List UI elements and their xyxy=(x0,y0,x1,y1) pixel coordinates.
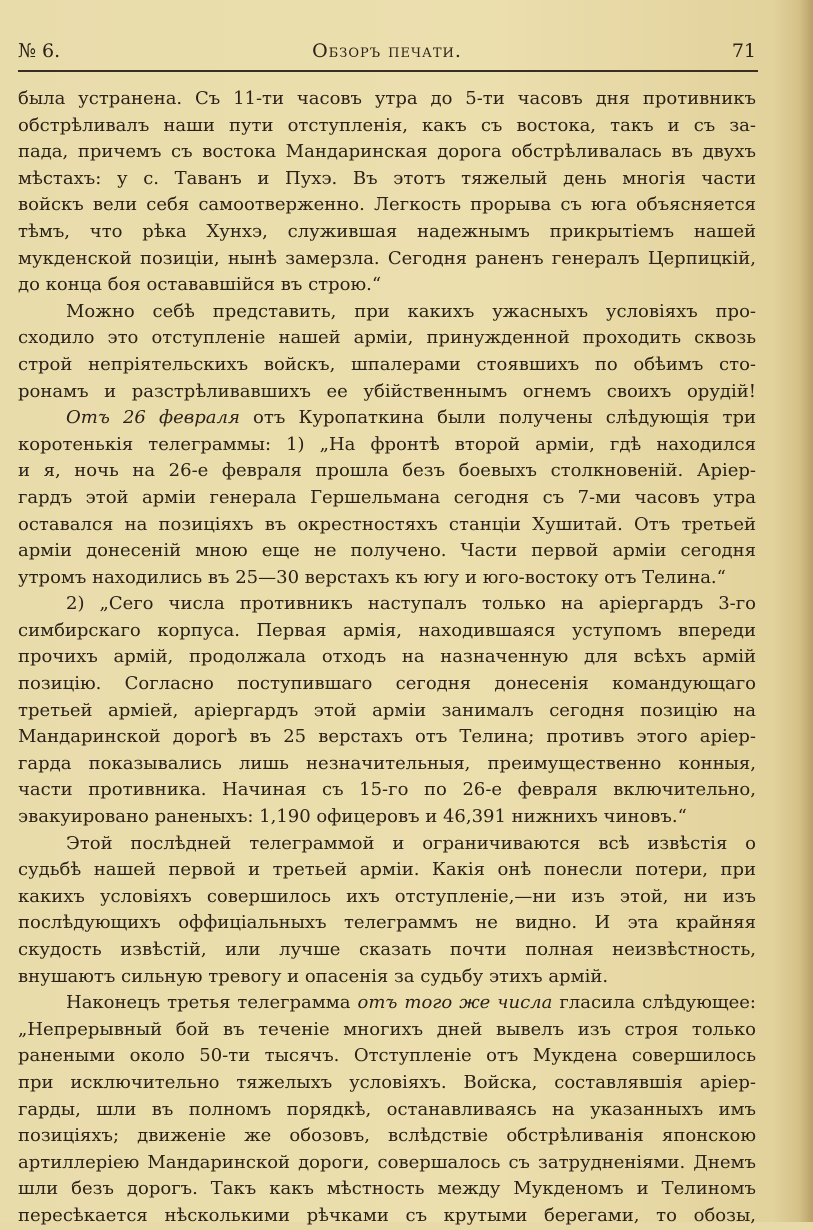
text-line: какихъ условіяхъ совершилось ихъ отступленіе,—ни изъ этой, ни изъ xyxy=(18,885,756,907)
text-line: гарды, шли въ полномъ порядкѣ, останавливаясь на указанныхъ имъ xyxy=(18,1098,756,1120)
header-rule xyxy=(18,70,758,72)
text-line: коротенькія телеграммы: 1) „На фронтѣ второй арміи, гдѣ находился xyxy=(18,433,756,455)
text-line: судьбѣ нашей первой и третьей арміи. Какія онѣ понесли потери, при xyxy=(18,859,756,881)
text-line: позицію. Согласно поступившаго сегодня донесенія командующаго xyxy=(18,673,756,695)
issue-number: № 6. xyxy=(18,40,61,62)
text-line: и я, ночь на 26-е февраля прошла безъ боевыхъ столкновеній. Аріер- xyxy=(18,460,756,482)
text-line: внушаютъ сильную тревогу и опасенія за судьбу этихъ армій. xyxy=(18,965,609,987)
page-edge-shadow xyxy=(799,0,813,1222)
text-line: части противника. Начиная съ 15-го по 26-е февраля включительно, xyxy=(18,779,756,801)
text-line: Этой послѣдней телеграммой и ограничиваются всѣ извѣстія о xyxy=(66,832,756,854)
running-title: Обзоръ печати. xyxy=(312,40,462,62)
text-line: прочихъ армій, продолжала отходъ на назначенную для всѣхъ армій xyxy=(18,646,756,668)
page-header xyxy=(18,40,756,70)
text-line: тѣмъ, что рѣка Хунхэ, служившая надежнымъ прикрытіемъ нашей xyxy=(18,220,756,242)
text-line: симбирскаго корпуса. Первая армія, находившаяся уступомъ впереди xyxy=(18,619,756,641)
italic-phrase: Отъ 26 февраля xyxy=(66,407,240,429)
text-line: арміи донесеній мною еще не получено. Части первой арміи сегодня xyxy=(18,540,756,562)
text-line: артиллеріею Мандаринской дороги, совершалось съ затрудненіями. Днемъ xyxy=(18,1151,756,1173)
text-line: Мандаринской дорогѣ въ 25 верстахъ отъ Телина; противъ этого аріер- xyxy=(18,726,756,748)
text-line: сходило это отступленіе нашей арміи, принужденной проходить сквозь xyxy=(18,327,756,349)
text-line: мѣстахъ: у с. Таванъ и Пухэ. Въ этотъ тяжелый день многія части xyxy=(18,167,756,189)
text-line: 2) „Сего числа противникъ наступалъ только на аріергардъ 3-го xyxy=(66,593,756,615)
text-line: послѣдующихъ оффиціальныхъ телеграммъ не видно. И эта крайняя xyxy=(18,912,756,934)
text-line: „Непрерывный бой въ теченіе многихъ дней вывелъ изъ строя только xyxy=(18,1018,756,1040)
text-line: войскъ вели себя самоотверженно. Легкость прорыва съ юга объясняется xyxy=(18,194,756,216)
text-line: Можно себѣ представить, при какихъ ужасныхъ условіяхъ про- xyxy=(66,300,756,322)
text-line: была устранена. Съ 11-ти часовъ утра до 5-ти часовъ дня противникъ xyxy=(18,88,756,109)
text-line: утромъ находились въ 25—30 верстахъ къ югу и юго-востоку отъ Телина.“ xyxy=(18,566,726,588)
text-line: шли безъ дорогъ. Такъ какъ мѣстность между Мукденомъ и Телиномъ xyxy=(18,1178,756,1200)
text-line: Отъ 26 февраля отъ Куропаткина были получены слѣдующія три xyxy=(66,407,756,429)
text-line: третьей арміей, аріергардъ этой арміи занималъ сегодня позицію на xyxy=(18,699,756,721)
text-line: до конца боя остававшійся въ строю.“ xyxy=(18,274,382,296)
text-line: ранеными около 50-ти тысячъ. Отступленіе отъ Мукдена совершилось xyxy=(18,1045,756,1067)
text-line: скудость извѣстій, или лучше сказать почти полная неизвѣстность, xyxy=(18,939,756,960)
text-line: при исключительно тяжелыхъ условіяхъ. Войска, составлявшія аріер- xyxy=(18,1071,756,1093)
text-line: пада, причемъ съ востока Мандаринская дорога обстрѣливалась въ двухъ xyxy=(18,141,756,163)
text-line: пересѣкается нѣсколькими рѣчками съ крутыми берегами, то обозы, xyxy=(18,1204,756,1226)
text-line: гардъ этой арміи генерала Гершельмана сегодня съ 7-ми часовъ утра xyxy=(18,486,756,508)
text-line: оставался на позиціяхъ въ окрестностяхъ станціи Хушитай. Отъ третьей xyxy=(18,513,756,535)
text-line: ронамъ и разстрѣливавшихъ ее убійственнымъ огнемъ своихъ орудій! xyxy=(18,380,756,402)
page-number: 71 xyxy=(731,40,756,62)
text-line: позиціяхъ; движеніе же обозовъ, вслѣдствіе обстрѣливанія японскою xyxy=(18,1125,756,1147)
text-line: гарда показывались лишь незначительныя, преимущественно конныя, xyxy=(18,752,756,774)
text-line: Наконецъ третья телеграмма отъ того же числа гласила слѣдующее: xyxy=(66,992,756,1014)
italic-phrase: отъ того же числа xyxy=(357,992,553,1014)
body-text xyxy=(18,86,756,1230)
text-line: строй непріятельскихъ войскъ, шпалерами стоявшихъ по обѣимъ сто- xyxy=(18,353,756,375)
text-line: эвакуировано раненыхъ: 1,190 офицеровъ и 46,391 нижнихъ чиновъ.“ xyxy=(18,806,687,828)
text-line: обстрѣливалъ наши пути отступленія, какъ съ востока, такъ и съ за- xyxy=(18,114,756,136)
text-line: мукденской позиціи, нынѣ замерзла. Сегодня раненъ генералъ Церпицкій, xyxy=(18,247,756,269)
